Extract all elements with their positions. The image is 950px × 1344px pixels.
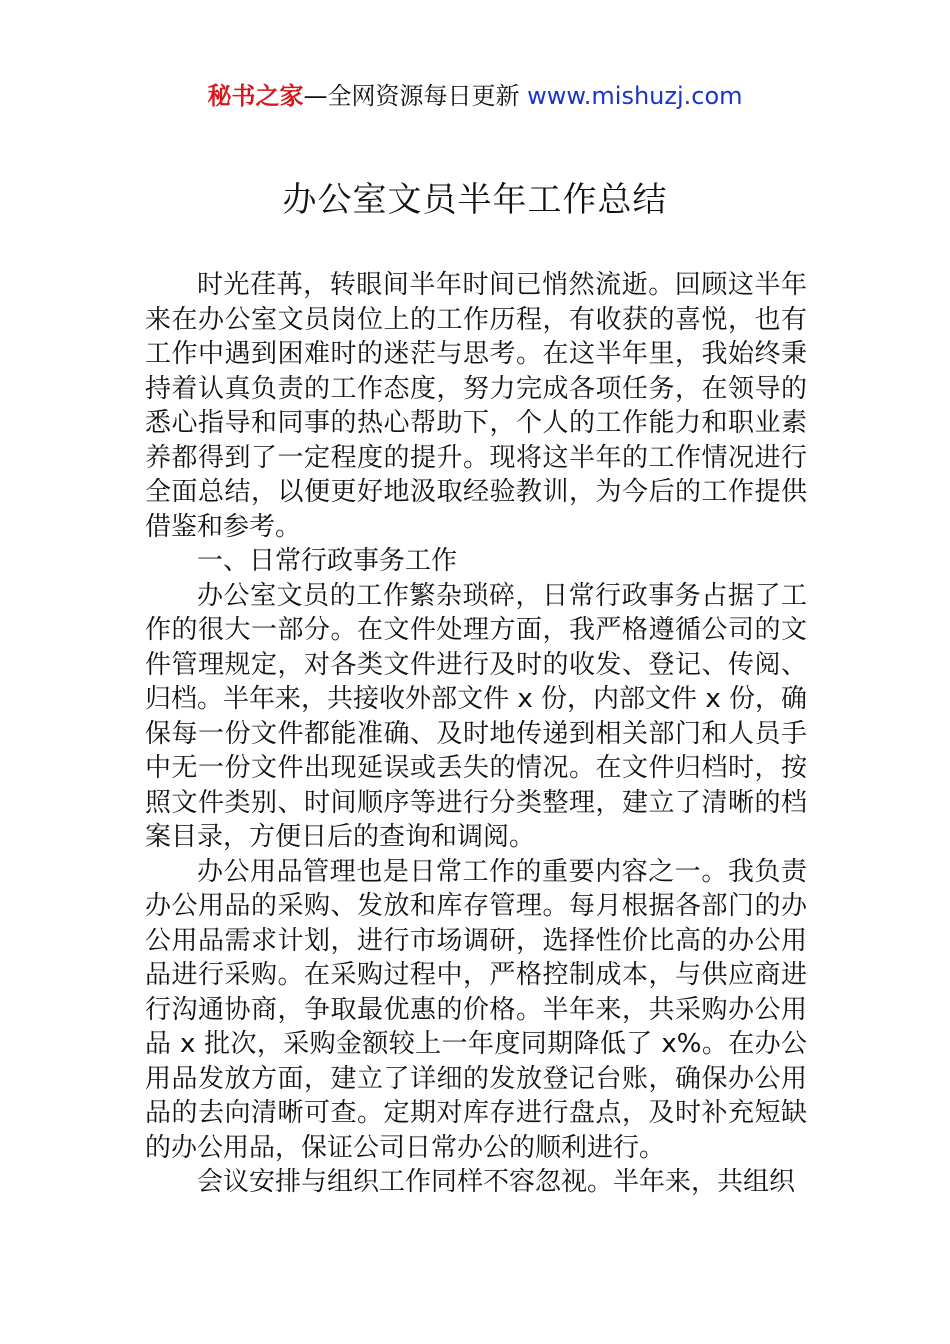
site-url-link[interactable]: www.mishuzj.com [527,82,743,110]
body-paragraph: 办公室文员的工作繁杂琐碎，日常行政事务占据了工作的很大一部分。在文件处理方面，我严格遵循公司的文件管理规定，对各类文件进行及时的收发、登记、传阅、归档。半年来，共接收外部文件 x 份，内部文件 x 份，确保每一份文件都能准确、及时地传递到相关部门和人员手中无一份文件出现延误或丢失的情况。在文件归档时，按照文件类别、时间顺序等进行分类整理，建立了清晰的档案目录，方便日后的查询和调阅。 [145,580,807,852]
document-body [145,268,807,1200]
document-title: 办公室文员半年工作总结 [282,180,668,220]
site-brand: 秘书之家 [207,82,304,110]
intro-paragraph: 时光荏苒，转眼间半年时间已悄然流逝。回顾这半年来在办公室文员岗位上的工作历程，有收获的喜悦，也有工作中遇到困难时的迷茫与思考。在这半年里，我始终秉持着认真负责的工作态度，努力完成各项任务，在领导的悉心指导和同事的热心帮助下，个人的工作能力和职业素养都得到了一定程度的提升。现将这半年的工作情况进行全面总结，以便更好地汲取经验教训，为今后的工作提供借鉴和参考。 [145,270,807,542]
section-heading: 一、日常行政事务工作 [197,546,458,576]
body-paragraph: 会议安排与组织工作同样不容忽视。半年来，共组织 [197,1167,796,1197]
body-paragraph: 办公用品管理也是日常工作的重要内容之一。我负责办公用品的采购、发放和库存管理。每月根据各部门的办公用品需求计划，进行市场调研，选择性价比高的办公用品进行采购。在采购过程中，严格控制成本，与供应商进行沟通协商，争取最优惠的价格。半年来，共采购办公用品 x 批次，采购金额较上一年度同期降低了 x%。在办公用品发放方面，建立了详细的发放登记台账，确保办公用品的去向清晰可查。定期对库存进行盘点，及时补充短缺的办公用品，保证公司日常办公的顺利进行。 [145,856,807,1163]
site-tagline: —全网资源每日更新 [303,82,520,110]
site-header [0,78,950,114]
